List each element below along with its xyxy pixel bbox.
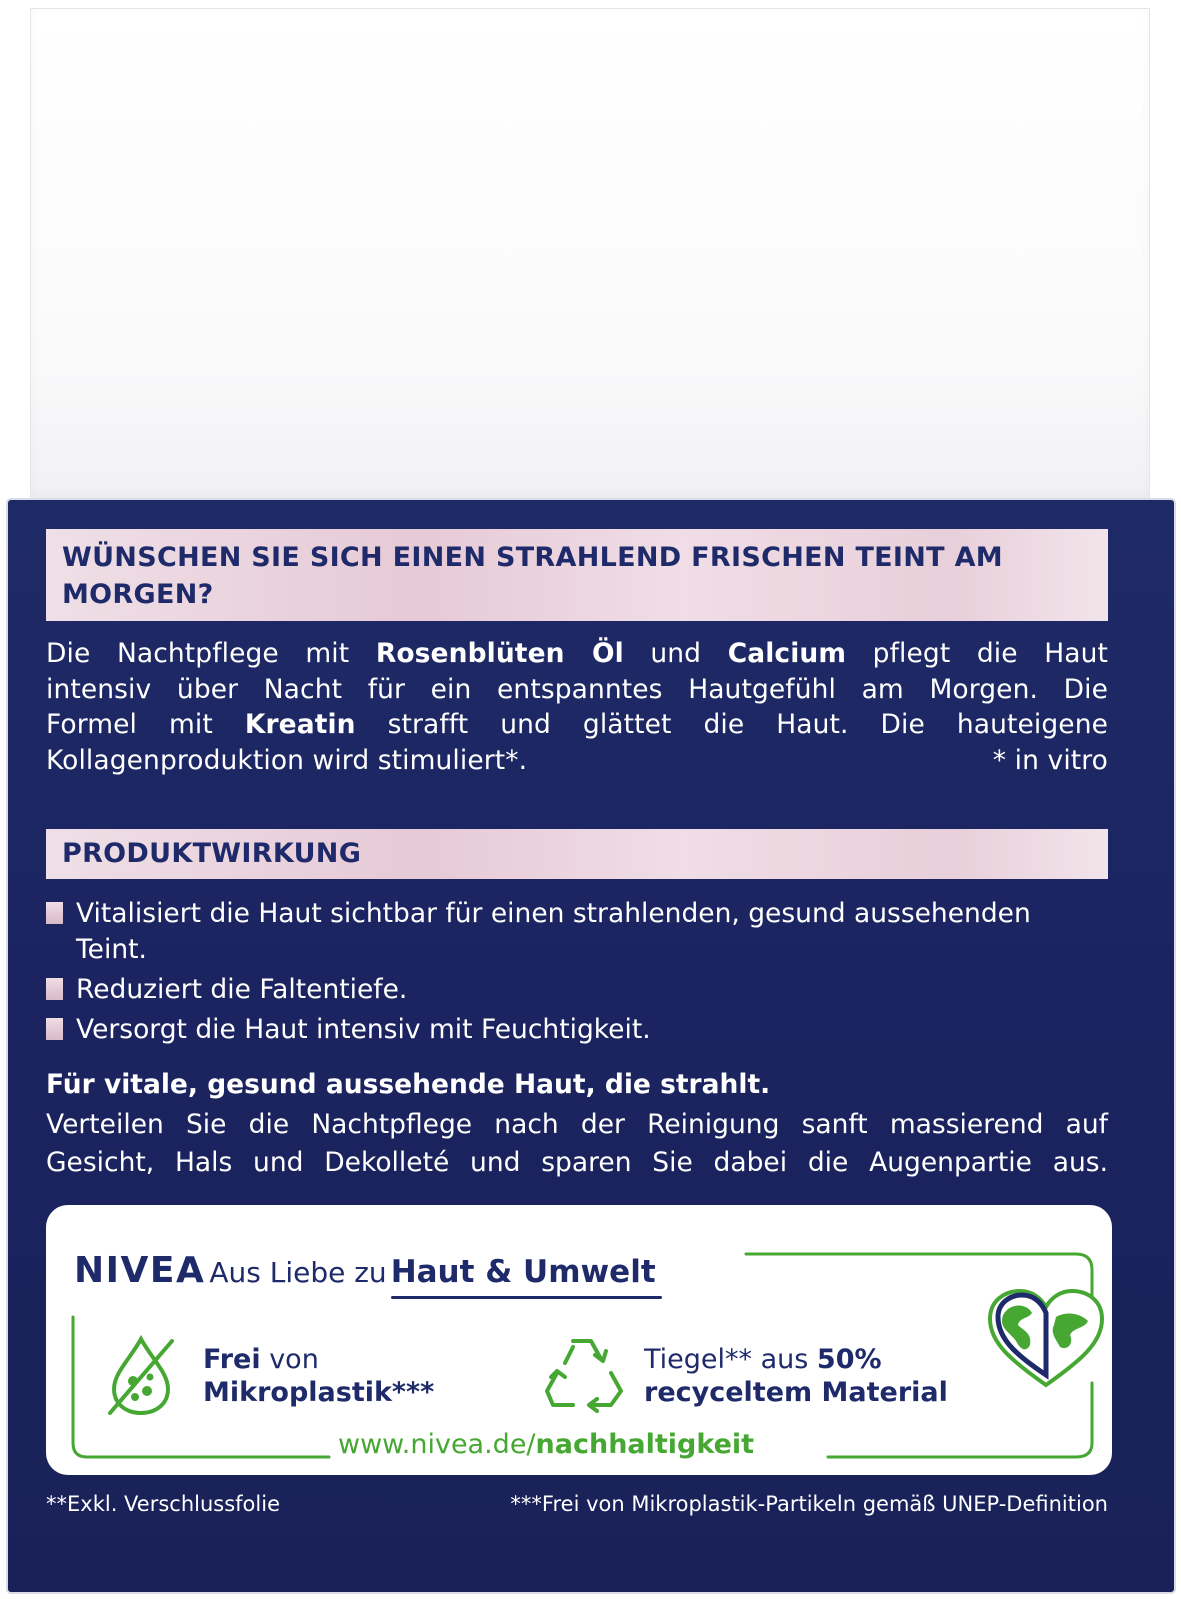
description-line-3: Formel mit Kreatin strafft und glättet die Haut. Die hauteigene	[46, 709, 1108, 740]
recycled-material-feature: Tiegel** aus 50% recyceltem Material	[644, 1344, 948, 1408]
headline: WÜNSCHEN SIE SICH EINEN STRAHLEND FRISCHEN TEINT AM MORGEN?	[62, 542, 1003, 610]
claim: Für vitale, gesund aussehende Haut, die strahlt.	[46, 1069, 771, 1100]
nivea-brand-line	[74, 1250, 656, 1291]
bullet-square-icon	[46, 902, 63, 924]
bullet-square-icon	[46, 978, 63, 1000]
bullet-square-icon	[46, 1018, 63, 1040]
description	[46, 636, 1108, 778]
description-line-1: Die Nachtpflege mit Rosenblüten Öl und Calcium pflegt die Haut	[46, 638, 1109, 669]
recycle-icon	[543, 1333, 627, 1413]
footnote-in-vitro: * in vitro	[992, 744, 1108, 776]
effect-heading-bar	[46, 829, 1108, 879]
description-line-2: intensiv über Nacht für ein entspanntes Hautgefühl am Morgen. Die	[46, 673, 1108, 705]
jar-lid	[30, 8, 1150, 501]
microplastic-free-icon	[102, 1333, 180, 1419]
microplastic-feature: Frei von Mikroplastik***	[203, 1344, 435, 1408]
effect-heading: PRODUKTWIRKUNG	[62, 838, 362, 869]
list-item: Reduziert die Faltentiefe.	[46, 972, 1108, 1008]
product-box	[8, 500, 1174, 1592]
sustainability-panel	[46, 1205, 1112, 1475]
footnote-left: **Exkl. Verschlussfolie	[46, 1492, 280, 1516]
tagline-highlight: Haut & Umwelt	[390, 1254, 656, 1290]
usage-instructions: Verteilen Sie die Nachtpflege nach der Reinigung sanft massierend auf Gesicht, Hals und Dekolleté und sparen Sie dabei die Augenpartie aus.	[46, 1109, 1108, 1178]
effect-list	[46, 896, 1108, 1052]
footnotes	[46, 1492, 1108, 1516]
description-line-4: Kollagenproduktion wird stimuliert*. * in vitro	[46, 743, 1108, 779]
nivea-logo: NIVEA	[74, 1250, 206, 1291]
footnote-right: ***Frei von Mikroplastik-Partikeln gemäß UNEP-Definition	[510, 1492, 1108, 1516]
sustainability-link[interactable]: www.nivea.de/nachhaltigkeit	[338, 1429, 755, 1460]
list-item: Versorgt die Haut intensiv mit Feuchtigkeit.	[46, 1012, 1108, 1048]
earth-heart-icon	[984, 1287, 1108, 1391]
tagline-prefix: Aus Liebe zu	[209, 1256, 387, 1289]
headline-bar	[46, 529, 1108, 621]
list-item: Vitalisiert die Haut sichtbar für einen strahlenden, gesund aussehenden Teint.	[46, 896, 1108, 968]
